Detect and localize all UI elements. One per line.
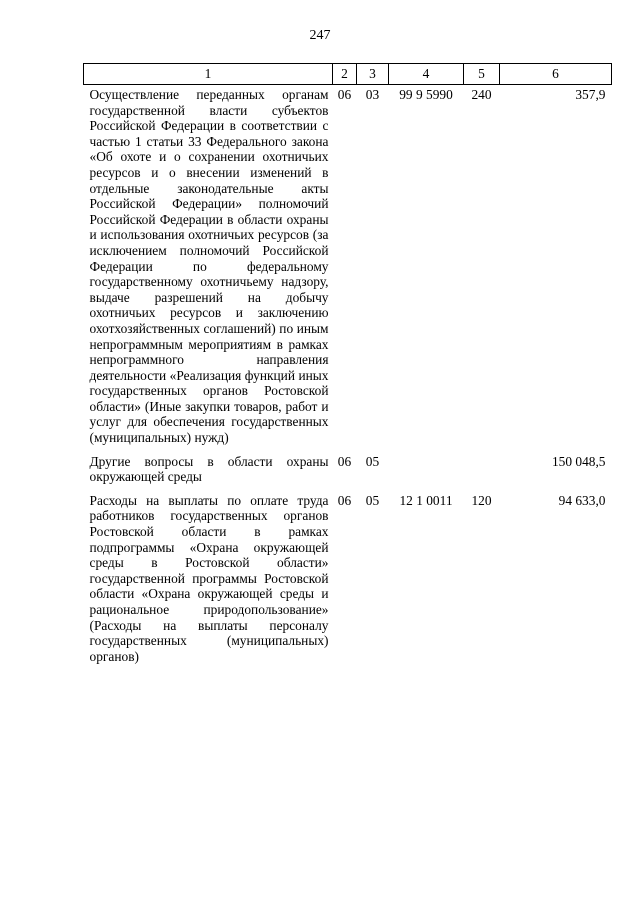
target-article-cell (389, 452, 464, 491)
column-header-2: 2 (333, 64, 357, 85)
budget-table (83, 63, 612, 664)
expense-type-cell (464, 452, 500, 491)
table-row (84, 491, 612, 665)
column-header-3: 3 (357, 64, 389, 85)
expense-type-cell: 240 (471, 87, 492, 102)
subsection-code-cell: 03 (365, 87, 380, 102)
amount-cell: 150 048,5 (551, 453, 606, 469)
row-name-cell: Осуществление переданных органам государственной власти субъектов Российской Федерации в соответствии с частью 1 статьи 33 Федерального закона «Об охоте и о сохранении охотничьих ресурсов и о внесении изменений в отдельные законодательные акты Российской Федерации» полномочий Российской Федерации в области охраны и использования охотничьих ресурсов (за исключением полномочий Российской Федерации по федеральному государственному охотничьему надзору, выдаче разрешений на добычу охотничьих ресурсов и заключению охотхозяйственных соглашений) по иным непрограммным мероприятиям в рамках непрограммного направления деятельности «Реализация функций иных государственных органов Ростовской области» (Иные закупки товаров, работ и услуг для обеспечения государственных (муниципальных) нужд) (89, 87, 329, 446)
table-header-row (84, 64, 612, 85)
target-article-cell: 99 9 5990 (399, 87, 453, 102)
column-header-5: 5 (464, 64, 500, 85)
amount-cell: 94 633,0 (558, 492, 606, 508)
table-row (84, 452, 612, 491)
table-row (84, 85, 612, 452)
column-header-4: 4 (389, 64, 464, 85)
section-code-cell: 06 (337, 87, 352, 102)
row-name-cell: Расходы на выплаты по оплате труда работников государственных органов Ростовской области в рамках подпрограммы «Охрана окружающей среды в Ростовской области» государственной программы Ростовской области «Охрана окружающей среды и рациональное природопользование» (Расходы на выплаты персоналу государственных (муниципальных) органов) (89, 492, 329, 664)
page-number: 247 (309, 28, 331, 43)
subsection-code-cell: 05 (365, 492, 380, 508)
target-article-cell: 12 1 0011 (399, 492, 453, 508)
row-name-cell: Другие вопросы в области охраны окружающей среды (89, 453, 329, 485)
column-header-1: 1 (84, 64, 333, 85)
section-code-cell: 06 (337, 453, 352, 469)
column-header-6: 6 (500, 64, 612, 85)
amount-cell: 357,9 (575, 87, 606, 102)
subsection-code-cell: 05 (365, 453, 380, 469)
section-code-cell: 06 (337, 492, 352, 508)
expense-type-cell: 120 (471, 492, 492, 508)
